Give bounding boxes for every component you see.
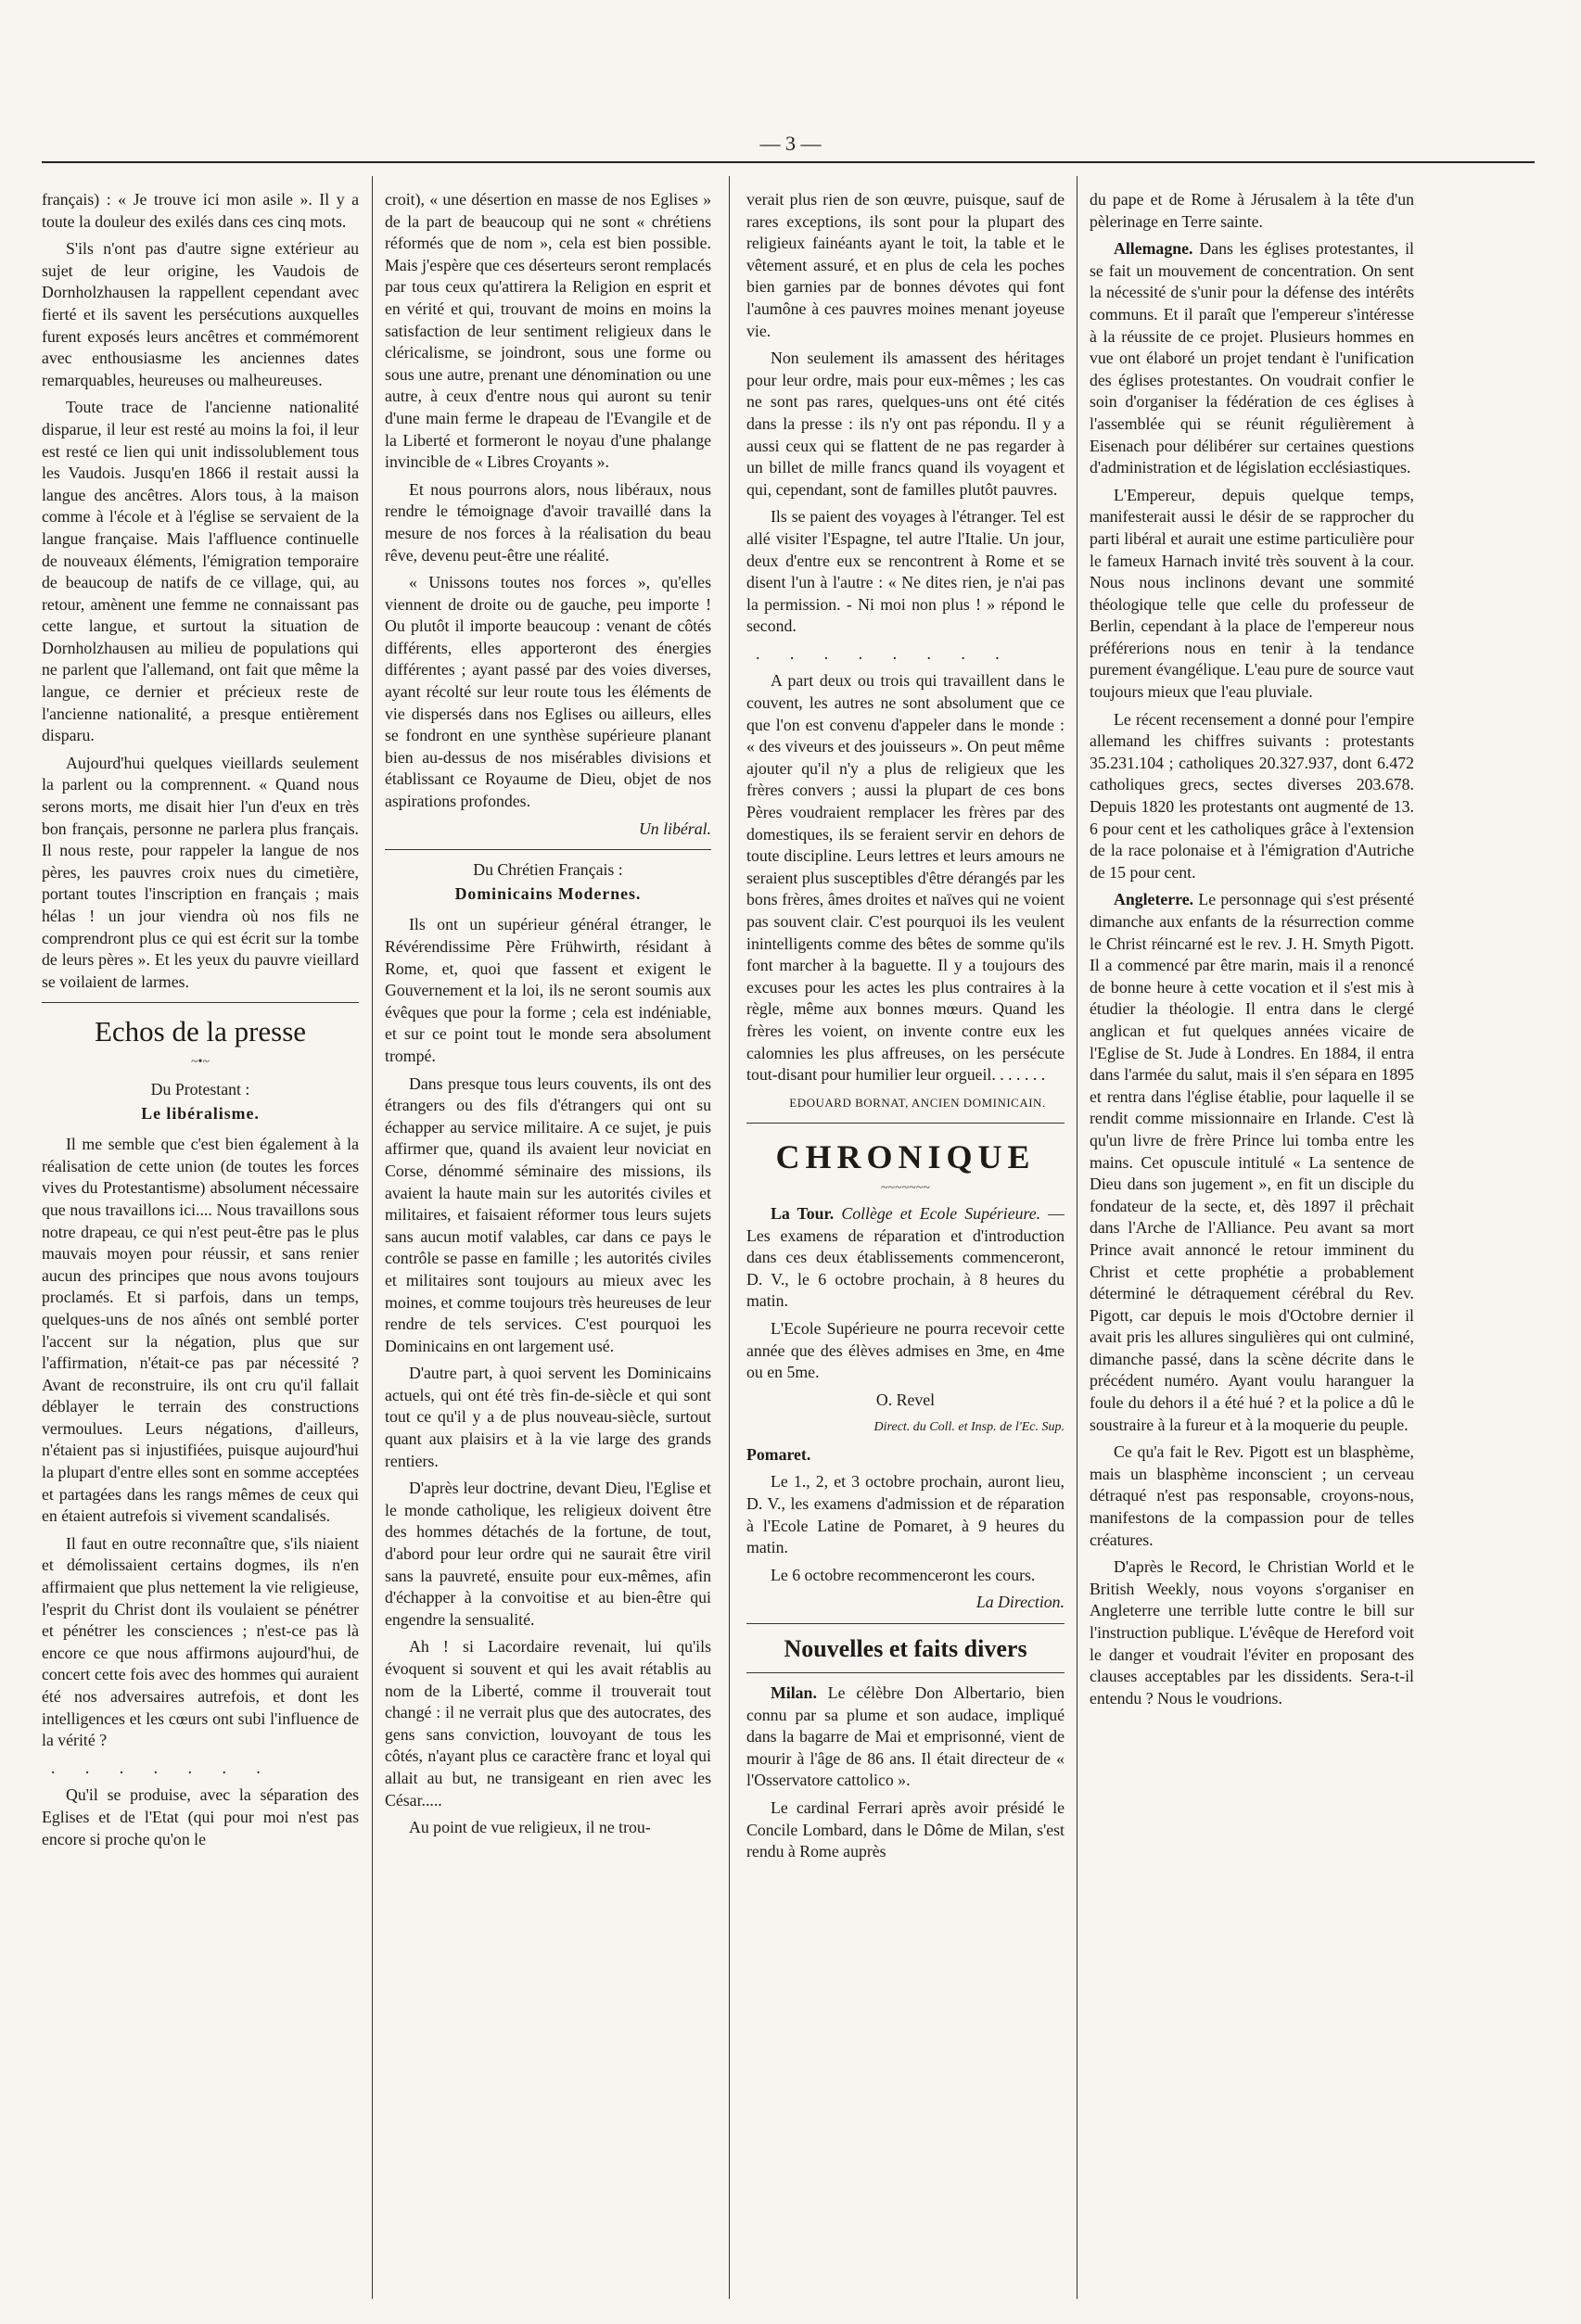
place-lead: Milan.: [771, 1683, 817, 1703]
page-number: — 3 —: [759, 132, 822, 155]
paragraph: [1090, 238, 1414, 479]
section-title-chronique: CHRONIQUE: [775, 1138, 1036, 1176]
paragraph: D'après leur doctrine, devant Dieu, l'Eglise et le monde catholique, les religieux doivent être des hommes détachés de la fortune, de tout, d'abord pour leur ordre qui ne saurait être viril sans la pauvreté, ensuite pour eux-mêmes, afin d'échapper à la convoitise et au bien-être qui engendre la sensualité.: [385, 1479, 711, 1629]
paragraph: D'autre part, à quoi servent les Dominicains actuels, qui ont été très fin-de-siècle et qui sont tout ce qu'il y a de plus nouveau-siècle, surtout quant aux plaisirs et à la vie large des grands rentiers.: [385, 1364, 711, 1470]
paragraph: Le 6 octobre recommenceront les cours.: [771, 1565, 1036, 1584]
paragraph: [746, 1203, 1065, 1313]
separator: [746, 1123, 1065, 1124]
paragraph: Toute trace de l'ancienne nationalité disparue, il leur est resté au moins la foi, il leur est resté ce lien qui unit indissolublement tous les Vaudois. Jusqu'en 1866 il restait aussi la langue des ancêtres. Alors tous, à la maison comme à l'école et à l'église se servaient de la langue française. Mais l'affluence continuelle de nouveaux éléments, l'émigration temporaire de beaucoup de natifs de ce village, qui, au retour, amènent une femme ne connaissant pas cette langue, et surtout la situation de Dornholzhausen au milieu de populations qui ne parlent que l'allemand, ont fait que même la langue, ce dernier et précieux reste de l'ancienne nationalité, a presque entièrement disparu.: [42, 398, 359, 745]
article-title: Dominicains Modernes.: [454, 883, 642, 903]
paragraph: Dans presque tous leurs couvents, ils ont des étrangers ou des fils d'étrangers qui ont su échapper au service militaire. A ce sujet, je puis affirmer que, quand ils avaient leur noviciat en Corse, dénommé séminaire des missions, ils avaient la haute main sur les autorités civiles et militaires, et faisaient réformer tous leurs sujets sans aucun motif valables, car dans ce pays le contrôle se passe en famille ; les autorités civiles et militaires sont toujours au mieux avec les moines, et comme toujours très heureuses de leur rendre de tels services. C'est pourquoi les Dominicains en ont largement usé.: [385, 1073, 711, 1355]
signature: EDOUARD BORNAT, ANCIEN DOMINICAIN.: [789, 1095, 1046, 1110]
paragraph: Ils se paient des voyages à l'étranger. Tel est allé visiter l'Espagne, tel autre l'Italie. Un jour, deux d'entre eux se rencontrent à Rome et se disent l'un à l'autre : « Ne dites rien, je n'ai pas la permission. - Ni moi non plus ! » répond le second.: [746, 507, 1065, 636]
paragraph: [1090, 889, 1414, 1436]
place-lead: Angleterre.: [1114, 890, 1194, 909]
signature-title: Direct. du Coll. et Insp. de l'Ec. Sup.: [873, 1420, 1065, 1435]
place-lead: Allemagne.: [1114, 239, 1193, 259]
section-title-echos: Echos de la presse: [94, 1015, 307, 1048]
paragraph: Et nous pourrons alors, nous libéraux, nous rendre le témoignage d'avoir travaillé dans la mesure de nos forces à la réalisation du beau rêve, devenu peut-être une réalité.: [385, 479, 711, 565]
paragraph: L'Ecole Supérieure ne pourra recevoir cette année que des élèves admises en 3me, en 4me ou en 5me.: [746, 1318, 1065, 1382]
paragraph: Le récent recensement a donné pour l'empire allemand les chiffres suivants : protestants 35.231.104 ; catholiques 20.327.937, dont 6.472 catholiques grecs, sectes diverses 203.678. Depuis 1820 les protestants ont augmenté de 13. 6 pour cent et les catholiques grâce à l'extension de la race polonaise et à l'émigration d'Autriche de 15 pour cent.: [1090, 709, 1414, 882]
separator: [42, 1002, 359, 1003]
paragraph: Le cardinal Ferrari après avoir présidé le Concile Lombard, dans le Dôme de Milan, s'est rendu à Rome auprès: [746, 1798, 1065, 1861]
ellipsis-line: . . . . . . . .: [756, 643, 1013, 663]
source-line: Du Chrétien Français :: [473, 860, 623, 880]
paragraph: Ah ! si Lacordaire revenait, lui qu'ils évoquent si souvent et qui les avait rétablis au nom de la Liberté, comme il trouverait tout changé : il ne verrait plus que des autocrates, des gens sans conviction, louvoyant de tous les côtés, n'ayant plus ce caractère franc et loyal qui allait au but, ne transigeant en rien avec les César.....: [385, 1637, 711, 1810]
source-line: Du Protestant :: [150, 1079, 250, 1099]
column-divider: [372, 176, 373, 2299]
paragraph: Ce qu'a fait le Rev. Pigott est un blasphème, mais un blasphème inconscient ; un cerveau détraqué n'est pas responsable, croyons-nous, manifestons de la compassion pour de telles créatures.: [1090, 1442, 1414, 1549]
place-lead: La Tour.: [771, 1203, 835, 1223]
paragraph: L'Empereur, depuis quelque temps, manifesterait aussi le désir de se rapprocher du parti libéral et aurait une estime particulière pour le fameux Harnach invité très souvent à la cour. Nous nous inclinons devant une sommité théologique telle que celle du professeur de Berlin, cependant à la place de l'empereur nous préférerions nous en tenir à la tendance purement évangélique. L'eau pure de source vaut toujours mieux que l'eau pluviale.: [1090, 485, 1414, 702]
paragraph: Le 1., 2, et 3 octobre prochain, auront lieu, D. V., les examens d'admission et de réparation à l'Ecole Latine de Pomaret, à 9 heures du matin.: [746, 1472, 1065, 1557]
section-title-nouvelles: Nouvelles et faits divers: [784, 1635, 1027, 1663]
ellipsis-line: . . . . . . .: [51, 1758, 274, 1777]
paragraph: « Unissons toutes nos forces », qu'elles viennent de droite ou de gauche, peu importe ! Ou plutôt il importe beaucoup : venant de côtés différents, elles apporteront des énergies différentes ; ayant passé par des voies diverses, ayant récolté sur leur route tous les éléments de vie dispersés dans nos Eglises ou ailleurs, elles se fondront en une synthèse supérieure planant bien au-dessus de nos misérables divisions et établissant ce Royaume de Dieu, objet de nos aspirations profondes.: [385, 573, 711, 811]
column-divider: [729, 176, 730, 2299]
paragraph-text: — Les examens de réparation et d'introduction dans ces deux établissements commenceront, D. V., le 6 octobre prochain, à 8 heures du matin.: [746, 1203, 1065, 1311]
paragraph: Ils ont un supérieur général étranger, le Révérendissime Père Frühwirth, résidant à Rome, et, quoi que fassent et exigent le Gouvernement et la loi, ils ne seront soumis aux évêques que pour la forme ; cela est indéniable, et sur ce point tout le monde sera absolument trompé.: [385, 915, 711, 1065]
ornament-icon: ~~~~~~~: [880, 1181, 931, 1196]
paragraph: français) : « Je trouve ici mon asile ». Il y a toute la douleur des exilés dans ces cinq mots.: [42, 190, 359, 231]
signature: La Direction.: [975, 1593, 1065, 1612]
paragraph: Qu'il se produise, avec la séparation des Eglises et de l'Etat (qui pour moi n'est pas encore si proche qu'on le: [42, 1785, 359, 1848]
column-4: [1090, 189, 1414, 2293]
paragraph: Au point de vue religieux, il ne trou-: [409, 1818, 651, 1837]
place-subtitle: Collège et Ecole Supérieure.: [841, 1203, 1041, 1223]
paragraph: verait plus rien de son œuvre, puisque, sauf de rares exceptions, ils sont pour la plupart des religieux fainéants ayant le toit, la table et le vêtement assuré, et en plus de cela les poches bien garnies par de bonnes dévotes qui font l'aumône à ces pauvres moines menant joyeuse vie.: [746, 190, 1065, 340]
separator: [746, 1623, 1065, 1624]
paragraph-text: Le personnage qui s'est présenté dimanche aux enfants de la résurrection comme le Christ réincarné est le rev. J. H. Smyth Pigott. Il a commencé par être marin, mais il a renoncé de bonne heure à cette vocation et il s'est mis à étudier la théologie. Il entra dans le clergé anglican et fut quelques années vicaire de l'Eglise de St. Jude à Londres. En 1884, il entra dans l'armée du salut, mais il s'en sépara en 1895 et rentra dans l'église établie, pour laquelle il se rendit comme missionnaire en Irlande. C'est là qu'un livre de frère Prince lui tomba entre les mains. Cet opuscule intitulé « La sentence de Dieu dans son jugement », en fit un disciple du fondateur de la secte, et, dès 1897 il prêchait dans l'Arche de l'Alliance. Peu avant sa mort Prince avait annoncé le retour imminent du Christ et cette prophétie a probablement déterminé le détraquement cérébral du Rev. Pigott, car depuis le mois d'Octobre dernier il avait pris les allures singulières qui ont culminé, dimanche passé, dans la scène décrite dans le précédent numéro. Ayant voulu haranguer la foule du dehors il a été hué ? et la police a dû le soustraire à la fureur et à la moquerie du peuple.: [1090, 890, 1414, 1434]
column-1: [42, 189, 359, 2293]
paragraph-text: Dans les églises protestantes, il se fait un mouvement de concentration. On sent la nécessité de s'unir pour la défense des intérêts communs. Et il paraît que l'empereur s'intéresse à la réussite de ce projet. Plusieurs hommes en vue ont élaboré un projet tendant è l'unification des églises protestantes. On voudrait confier le soin d'organiser la fédération de ces églises à l'assemblée qui se réunit régulièrement à Eisenach pour délibérer sur certaines questions d'administration et de législation ecclésiastiques.: [1090, 239, 1414, 477]
paragraph: S'ils n'ont pas d'autre signe extérieur au sujet de leur origine, les Vaudois de Dornholzhausen la rappellent cependant avec fierté et ils savent les persécutions auxquelles furent exposés leurs ancêtres et commémorent avec enthousiasme les anciennes dates remarquables, heureuses ou malheureuses.: [42, 239, 359, 389]
article-title: Le libéralisme.: [141, 1103, 260, 1123]
place-lead: Pomaret.: [746, 1444, 811, 1464]
paragraph: Il faut en outre reconnaître que, s'ils niaient et démolissaient certains dogmes, ils n'en affirmaient que plus nettement la vie religieuse, l'esprit du Christ dont ils voulaient se pénétrer et pénétrer les consciences ; n'est-ce pas là encore ce que nous affirmons aujourd'hui, de concert cette fois avec des hommes qui auraient été nos adversaires autrefois, et dont les intelligences et les cœurs ont subi l'influence de la vérité ?: [42, 1533, 359, 1750]
ornament-icon: ~•~: [190, 1055, 210, 1070]
paragraph: du pape et de Rome à Jérusalem à la tête d'un pèlerinage en Terre sainte.: [1090, 190, 1414, 231]
paragraph: [746, 1683, 1065, 1792]
separator: [385, 849, 711, 850]
signature: O. Revel: [875, 1390, 936, 1409]
column-3: [746, 189, 1065, 2293]
column-2: [385, 189, 711, 2293]
paragraph: croit), « une désertion en masse de nos Eglises » de la part de beaucoup qui ne sont « chrétiens réformés que de nom », cela est bien possible. Mais j'espère que ces déserteurs seront remplacés par tous ceux qu'attirera la Religion en esprit et en vérité et qui, trouvant de moins en moins la satisfaction de leur sentiment religieux dans le cléricalisme, se joindront, sous une forme ou sous une autre, prenant une dénomination ou une autre, à ceux d'entre nous qui auront su tenir d'une main ferme le drapeau de l'Evangile et de la Liberté et formeront le noyau d'une phalange invincible de « Libres Croyants ».: [385, 190, 711, 472]
paragraph: Aujourd'hui quelques vieillards seulement la parlent ou la comprennent. « Quand nous serons morts, me disait hier l'un d'eux en très bon français, personne ne parlera plus français. Il nous reste, pour rappeler la langue de nos pères, les pauvres croix nues du cimetière, portant toutes l'inscription en français ; mais hélas ! un jour viendra où nos fils ne comprendront plus ce qui est écrit sur la tombe de leurs pères ». Et les yeux du pauvre vieillard se voilaient de larmes.: [42, 753, 359, 991]
paragraph: Non seulement ils amassent des héritages pour leur ordre, mais pour eux-mêmes ; les cas ne sont pas rares, quelques-uns ont été cités dans la presse : ils n'y ont pas répondu. Il y a aussi ceux qui se flattent de ne pas regarder à un billet de mille francs quand ils voyagent et qui, cependant, sont de familles plutôt pauvres.: [746, 349, 1065, 499]
paragraph-text: Le célèbre Don Albertario, bien connu par sa plume et son audace, impliqué dans la bagarre de Mai et emprisonné, vient de mourir à l'âge de 86 ans. Il était directeur de « l'Osservatore cattolico ».: [746, 1683, 1065, 1790]
signature: Un libéral.: [638, 819, 711, 838]
paragraph: Il me semble que c'est bien également à la réalisation de cette union (de toutes les forces vives du Protestantisme) absolument nécessaire que nous travaillons ici.... Nous travaillons sous notre drapeau, ce qui n'est peut-être pas le plus mauvais moyen pour réussir, et sans renier aucun des principes que nous avons toujours proclamés. Et si parfois, dans un temps, quelques-uns de nos aînés ont semblé porter l'accent sur la négation, plus que sur l'affirmation, n'était-ce pas par nécessité ? Avant de reconstruire, ils ont cru qu'il fallait déblayer le terrain des constructions vermoulues. Leurs négations, d'ailleurs, n'étaient pas si injustifiées, puisque aujourd'hui la plupart d'entre elles sont en somme acceptées et partagées dans les rangs mêmes de ceux qui en étaient autrefois si vivement scandalisés.: [42, 1135, 359, 1526]
paragraph: A part deux ou trois qui travaillent dans le couvent, les autres ne sont absolument que ce que l'on est convenu d'appeler dans le monde : « des viveurs et des jouisseurs ». On peut même ajouter qu'il n'y a plus de religieux que les frères convers ; aussi la plupart de ces bons Pères voudraient remplacer les frères par des domestiques, ils se feraient servir en dehors de toute discipline. Leurs lettres et leurs amours ne seraient plus susceptibles d'être dérangés par les bons frères, âmes droites et naïves qui ne voient pas souvent clair. C'est pourquoi ils les veulent inintelligents comme des bêtes de somme qu'ils font marcher à la baguette. Il y a toujours des excuses pour les actes les plus contraires à la règle, même aux bonnes mœurs. Quand les frères les voient, on invente contre eux les calomnies les plus affreuses, on les persécute tout-disant pour humilier leur orgueil. . . . . . .: [746, 671, 1065, 1085]
paragraph: D'après le Record, le Christian World et le British Weekly, nous voyons s'organiser en Angleterre une terrible lutte contre le bill sur l'instruction publique. L'évêque de Hereford voit le danger et voudrait l'éviter en proposant des clauses acceptables par les dissidents. Sera-t-il entendu ? Nous le voudrions.: [1090, 1557, 1414, 1708]
top-rule: [42, 161, 1535, 163]
separator: [746, 1672, 1065, 1673]
